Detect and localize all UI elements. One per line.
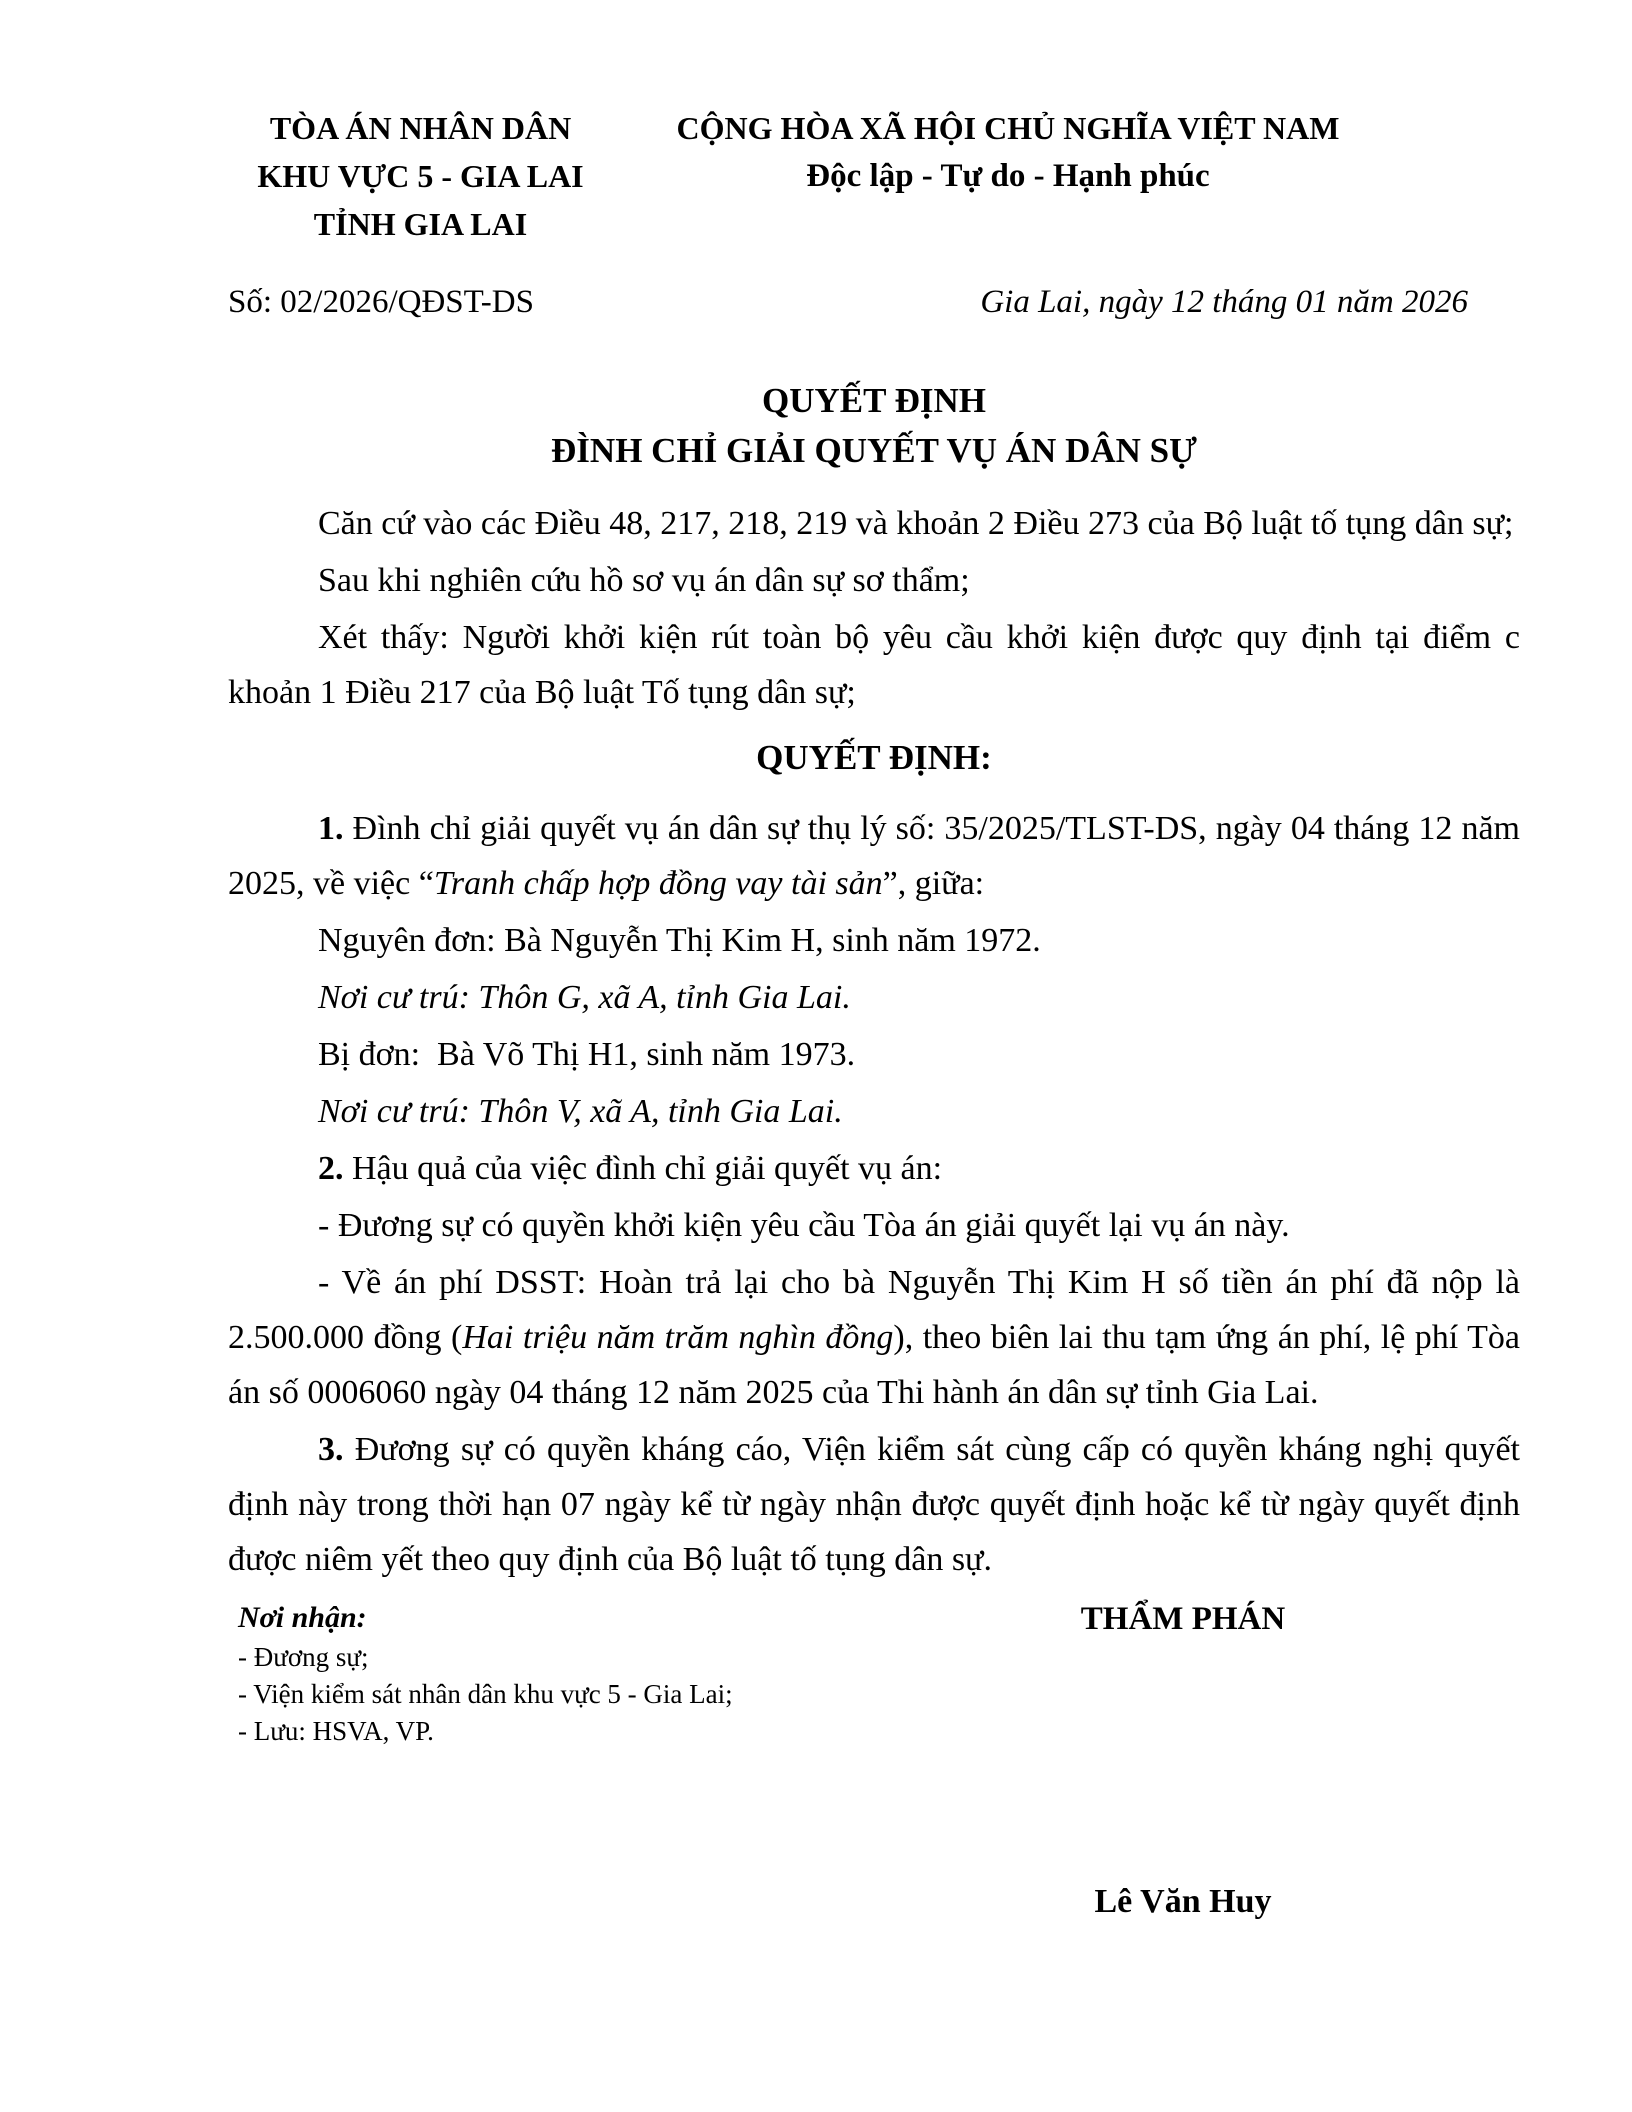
preamble-paragraph-2: Sau khi nghiên cứu hồ sơ vụ án dân sự sơ thẩm;: [318, 562, 970, 599]
plaintiff-residence-text: Nơi cư trú: Thôn G, xã A, tỉnh Gia Lai.: [318, 979, 851, 1016]
decision-item-3: [228, 1422, 1529, 1587]
recipient-item: - Viện kiểm sát nhân dân khu vực 5 - Gia Lai;: [238, 1679, 733, 1709]
decision-heading: QUYẾT ĐỊNH:: [756, 738, 992, 777]
document-header: [228, 104, 1520, 248]
signer-title: THẨM PHÁN: [1080, 1601, 1286, 1637]
signer-name: Lê Văn Huy: [1094, 1883, 1272, 1920]
preamble-paragraph-3: Xét thấy: Người khởi kiện rút toàn bộ yêu cầu khởi kiện được quy định tại điểm c khoản 1 Điều 217 của Bộ luật Tố tụng dân sự;: [228, 619, 1529, 711]
recipients-heading: Nơi nhận:: [238, 1601, 367, 1634]
plaintiff-residence-line: [228, 970, 1520, 1025]
document-title: [228, 376, 1520, 476]
item-3-text: Đương sự có quyền kháng cáo, Viện kiểm sát cùng cấp có quyền kháng nghị quyết định này trong thời hạn 07 ngày kể từ ngày nhận được quyết định hoặc kể từ ngày quyết định được niêm yết theo quy định của Bộ luật tố tụng dân sự.: [228, 1431, 1529, 1578]
decision-item-2: [228, 1141, 1520, 1196]
item-1-text: Đình chỉ giải quyết vụ án dân sự thụ lý số: 35/2025/TLST-DS, ngày 04 tháng 12 năm 2025, về việc “: [228, 810, 1529, 902]
title-line-1: QUYẾT ĐỊNH: [762, 381, 986, 420]
recipients-block: [228, 1597, 953, 1750]
defendant-residence-line: [228, 1084, 1520, 1139]
national-motto: Độc lập - Tự do - Hạnh phúc: [806, 158, 1210, 194]
item-1-case-title: Tranh chấp hợp đồng vay tài sản: [433, 865, 883, 902]
item-2-bullet-1: - Đương sự có quyền khởi kiện yêu cầu Tòa án giải quyết lại vụ án này.: [318, 1207, 1290, 1244]
defendant-line: Bị đơn: Bà Võ Thị H1, sinh năm 1973.: [318, 1036, 856, 1073]
item-1-text-end: ”, giữa:: [882, 865, 985, 902]
national-title: CỘNG HÒA XÃ HỘI CHỦ NGHĨA VIỆT NAM: [676, 110, 1340, 146]
national-header-block: [613, 104, 1403, 200]
decision-item-1: [228, 801, 1529, 911]
item-2-bullet-2: [228, 1255, 1529, 1420]
plaintiff-line: Nguyên đơn: Bà Nguyễn Thị Kim H, sinh năm 1972.: [318, 922, 1041, 959]
place-date-line: Gia Lai, ngày 12 tháng 01 năm 2026: [980, 284, 1468, 320]
item-1-number: 1.: [318, 810, 344, 847]
document-body: [228, 496, 1529, 1587]
signature-block: [953, 1597, 1413, 1927]
document-number: Số: 02/2026/QĐST-DS: [228, 284, 534, 320]
court-name-block: [228, 104, 613, 248]
preamble-paragraph-1: Căn cứ vào các Điều 48, 217, 218, 219 và khoản 2 Điều 273 của Bộ luật tố tụng dân sự;: [318, 505, 1514, 542]
document-footer: [228, 1597, 1520, 1927]
court-name-line-3: TỈNH GIA LAI: [313, 206, 528, 242]
item-2-bullet-2-text: - Về án phí DSST: Hoàn trả lại cho bà Nguyễn Thị Kim H số tiền án phí đã nộp là 2.500.000 đồng (: [228, 1264, 1529, 1356]
document-meta-row: [228, 278, 1520, 326]
item-2-amount-in-words: Hai triệu năm trăm nghìn đồng: [462, 1319, 894, 1356]
item-2-number: 2.: [318, 1150, 344, 1187]
item-3-number: 3.: [318, 1431, 344, 1468]
defendant-residence-text: Nơi cư trú: Thôn V, xã A, tỉnh Gia Lai.: [318, 1093, 843, 1130]
recipient-item: - Đương sự;: [238, 1642, 369, 1672]
title-line-2: ĐÌNH CHỈ GIẢI QUYẾT VỤ ÁN DÂN SỰ: [551, 431, 1197, 470]
signature-whitespace: [953, 1641, 1413, 1877]
court-name-line-2: KHU VỰC 5 - GIA LAI: [257, 158, 584, 194]
item-2-bullet-2-text-end: ), theo biên lai thu tạm ứng án phí, lệ phí Tòa án số 0006060 ngày 04 tháng 12 năm 2025 của Thi hành án dân sự tỉnh Gia Lai.: [228, 1319, 1529, 1411]
court-name-line-1: TÒA ÁN NHÂN DÂN: [269, 110, 572, 146]
recipient-item: - Lưu: HSVA, VP.: [238, 1716, 434, 1746]
item-2-text: Hậu quả của việc đình chỉ giải quyết vụ án:: [343, 1150, 943, 1187]
